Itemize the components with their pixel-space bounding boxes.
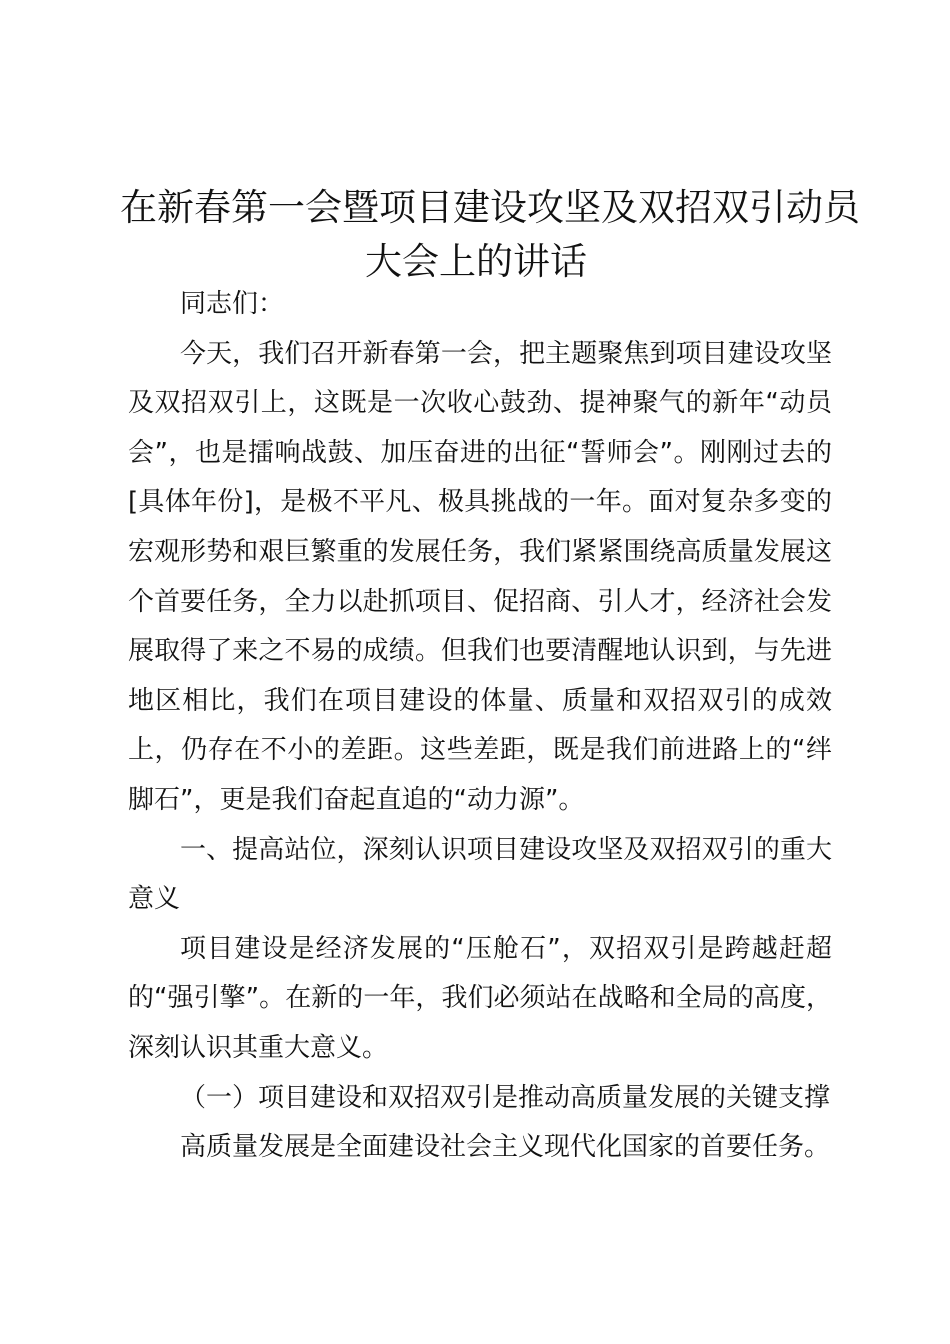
title-line-1: 在新春第一会暨项目建设攻坚及双招双引动员 xyxy=(120,186,860,229)
document-title xyxy=(120,181,860,289)
paragraph-subsection-1: 高质量发展是全面建设社会主义现代化国家的首要任务。 xyxy=(180,1132,831,1163)
section-heading-1: 一、提高站位，深刻认识项目建设攻坚及双招双引的重大意义 xyxy=(128,834,832,915)
title-line-2: 大会上的讲话 xyxy=(365,240,587,283)
document-body xyxy=(128,280,832,1173)
subsection-heading-1: （一）项目建设和双招双引是推动高质量发展的关键支撑 xyxy=(180,1082,831,1113)
paragraph-section-1: 项目建设是经济发展的“压舱石”，双招双引是跨越赶超的“强引擎”。在新的一年，我们必须站在战略和全局的高度，深刻认识其重大意义。 xyxy=(128,933,832,1063)
paragraph-intro: 今天，我们召开新春第一会，把主题聚焦到项目建设攻坚及双招双引上，这既是一次收心鼓劲、提神聚气的新年“动员会”，也是擂响战鼓、加压奋进的出征“誓师会”。刚刚过去的[具体年份]，是极不平凡、极具挑战的一年。面对复杂多变的宏观形势和艰巨繁重的发展任务，我们紧紧围绕高质量发展这个首要任务，全力以赴抓项目、促招商、引人才，经济社会发展取得了来之不易的成绩。但我们也要清醒地认识到，与先进地区相比，我们在项目建设的体量、质量和双招双引的成效上，仍存在不小的差距。这些差距，既是我们前进路上的“绊脚石”，更是我们奋起直追的“动力源”。 xyxy=(128,338,832,815)
salutation: 同志们： xyxy=(180,289,285,319)
